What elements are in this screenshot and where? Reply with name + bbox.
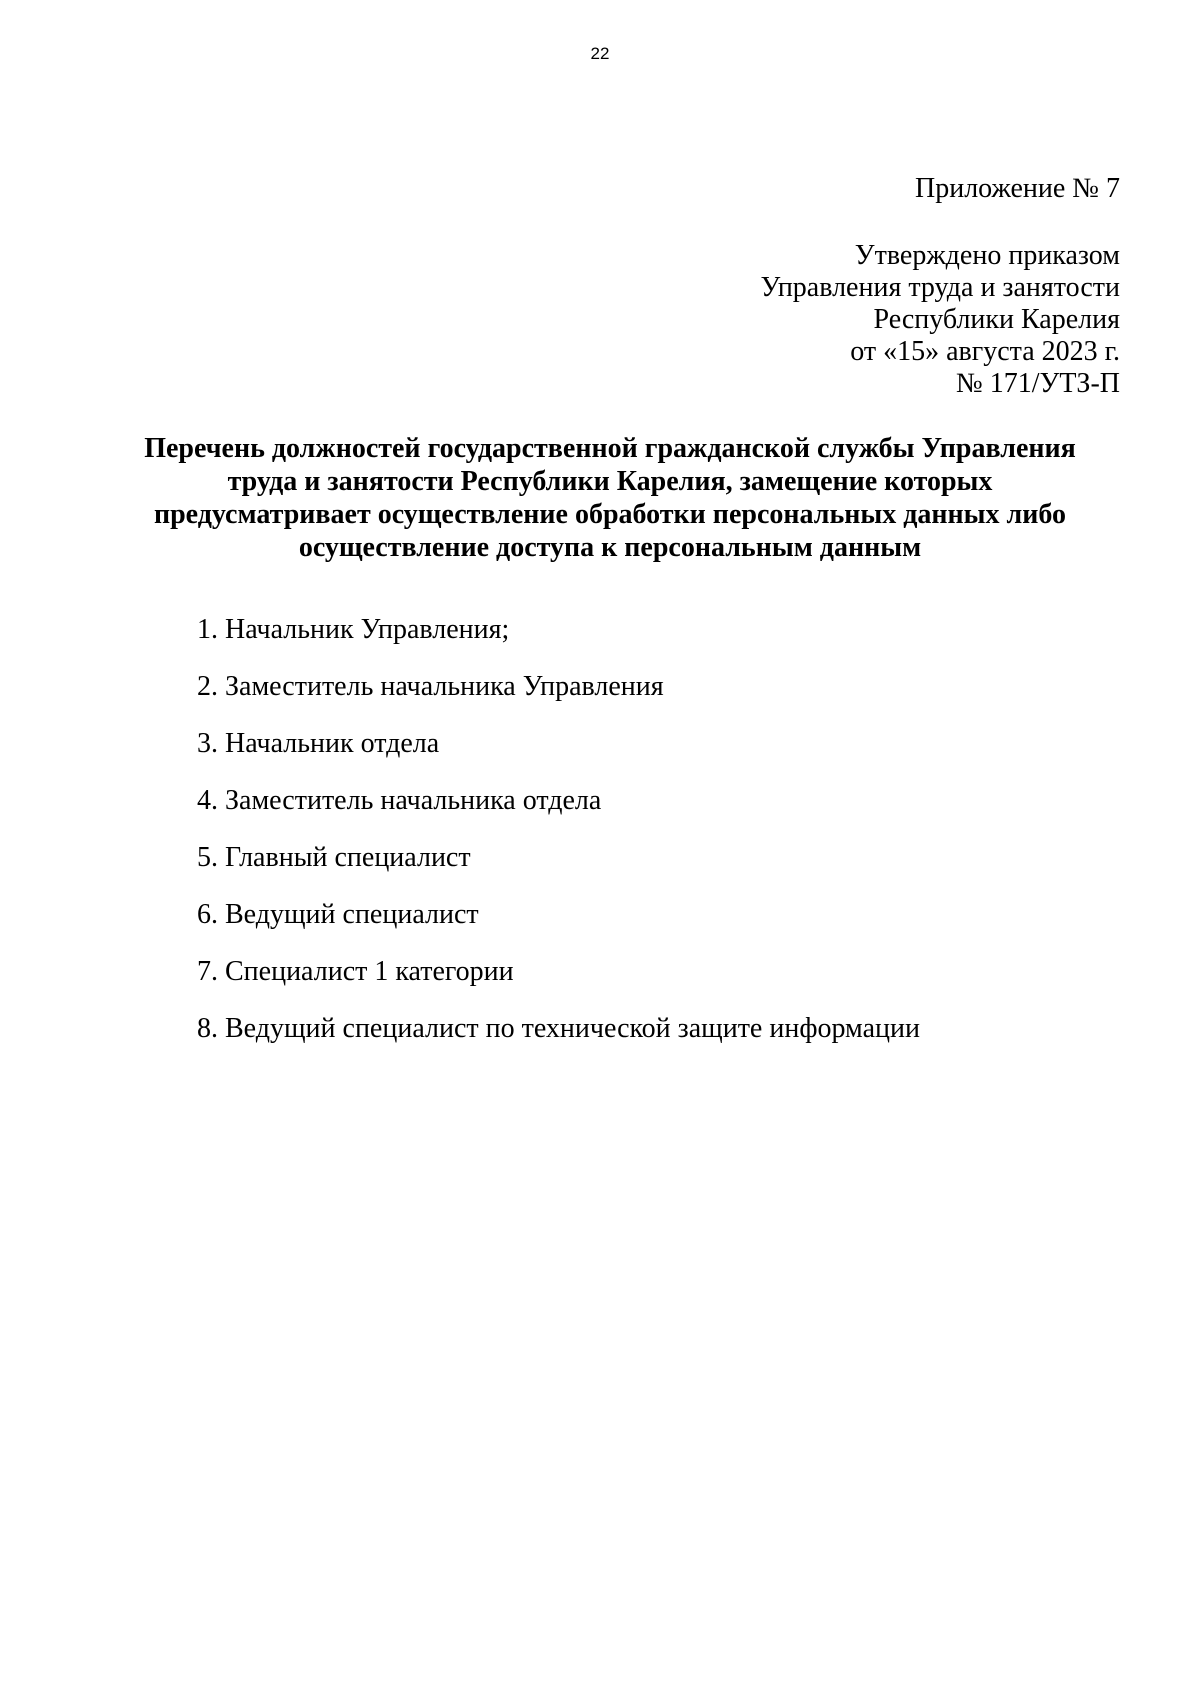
title-line: труда и занятости Республики Карелия, замещение которых	[227, 466, 993, 497]
approval-line: № 171/УТЗ-П	[956, 368, 1120, 399]
approval-line: от «15» августа 2023 г.	[850, 336, 1120, 367]
title-line: предусматривает осуществление обработки персональных данных либо	[153, 499, 1067, 530]
appendix-label: Приложение № 7	[915, 173, 1120, 204]
list-item: 2. Заместитель начальника Управления	[197, 671, 664, 702]
approval-block	[760, 240, 1120, 400]
page-number: 22	[590, 44, 610, 63]
list-item: 3. Начальник отдела	[197, 728, 440, 759]
list-item: 5. Главный специалист	[197, 842, 471, 873]
document-title	[110, 432, 1110, 564]
list-item: 4. Заместитель начальника отдела	[197, 785, 602, 816]
positions-list	[197, 613, 920, 1069]
list-item: 1. Начальник Управления;	[197, 614, 510, 645]
approval-line: Управления труда и занятости	[760, 272, 1120, 303]
list-item: 8. Ведущий специалист по технической защите информации	[197, 1013, 920, 1044]
title-line: осуществление доступа к персональным данным	[298, 532, 922, 563]
approval-line: Республики Карелия	[873, 304, 1120, 335]
approval-line: Утверждено приказом	[854, 240, 1120, 271]
title-line: Перечень должностей государственной гражданской службы Управления	[144, 433, 1076, 464]
list-item: 7. Специалист 1 категории	[197, 956, 514, 987]
list-item: 6. Ведущий специалист	[197, 899, 479, 930]
